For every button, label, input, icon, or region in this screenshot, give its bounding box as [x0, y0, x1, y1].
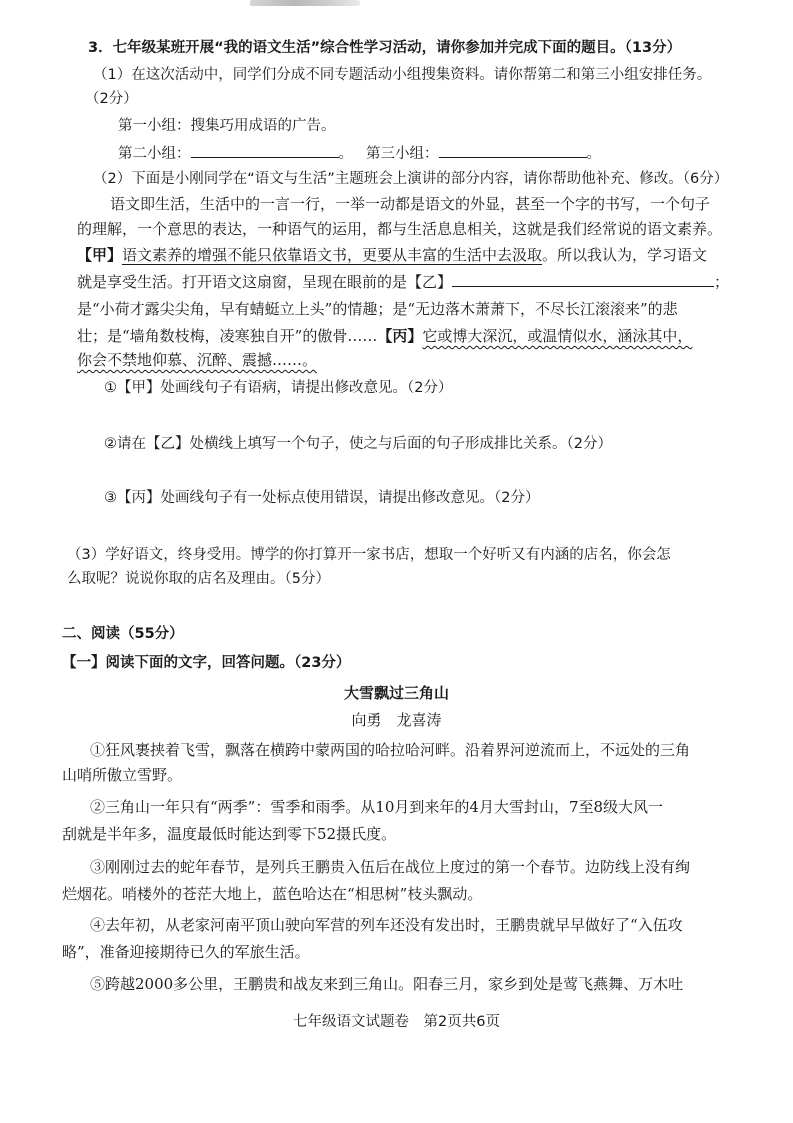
- article-para-2-line-2: 刮就是半年多，温度最低时能达到零下52摄氏度。: [62, 825, 397, 843]
- group-2-row: [118, 143, 353, 164]
- yi-answer-blank[interactable]: [452, 272, 714, 287]
- article-para-4-line-2: 略”，准备迎接期待已久的军旅生活。: [62, 943, 310, 961]
- group-3-row: [366, 143, 601, 164]
- group-3-label: 第三小组：: [366, 146, 439, 162]
- article-authors: 向勇 龙喜涛: [351, 711, 442, 729]
- sub-question-1: ①【甲】处画线句子有语病，请提出修改意见。（2分）: [104, 380, 453, 396]
- speech-line-4-text: 就是享受生活。打开语文这扇窗，呈现在眼前的是【乙】: [77, 273, 453, 291]
- article-title: 大雪飘过三角山: [343, 684, 449, 702]
- article-para-3-line-1: ③刚刚过去的蛇年春节，是列兵王鹏贵入伍后在战位上度过的第一个春节。边防线上没有绚: [90, 858, 691, 876]
- jia-tag: 【甲】: [77, 246, 123, 264]
- article-para-2-line-1: ②三角山一年只有“两季”：雪季和雨季。从10月到来年的4月大雪封山，7至8级大风一: [90, 798, 664, 816]
- article-para-5-line-1: ⑤跨越2000多公里，王鹏贵和战友来到三角山。阳春三月，家乡到处是莺飞燕舞、万木吐: [90, 975, 684, 993]
- reading-part-1-instruction: 【一】阅读下面的文字，回答问题。（23分）: [62, 655, 351, 671]
- q3-part1-line2: （2分）: [85, 91, 138, 107]
- speech-line-6: [77, 326, 692, 346]
- q3-part1-line1: （1）在这次活动中，同学们分成不同专题活动小组搜集资料。请你帮第二和第三小组安排任务。: [93, 67, 712, 83]
- speech-line-3: [77, 245, 707, 265]
- bing-tag: 【丙】: [377, 327, 423, 345]
- section-2-heading: 二、阅读（55分）: [62, 626, 184, 642]
- speech-line-5: 是“小荷才露尖尖角，早有蜻蜓立上头”的情趣；是“无边落木萧萧下，不尽长江滚滚来”的悲: [77, 300, 678, 318]
- article-para-1-line-1: ①狂风裹挟着飞雪，飘落在横跨中蒙两国的哈拉哈河畔。沿着界河逆流而上，不远处的三角: [90, 741, 691, 759]
- sub-question-2: ②请在【乙】处横线上填写一个句子，使之与后面的句子形成排比关系。（2分）: [104, 436, 612, 452]
- page-footer: 七年级语文试题卷 第2页共6页: [293, 1014, 500, 1030]
- jia-underlined-sentence: 语文素养的增强不能只依靠语文书，更要从丰富的生活中去汲取: [122, 246, 543, 264]
- speech-line-2: 的理解，一个意思的表达，一种语气的运用，都与生活息息相关，这就是我们经常说的语文素养。: [77, 220, 723, 238]
- article-para-3-line-2: 烂烟花。哨楼外的苍茫大地上，蓝色哈达在“相思树”枝头飘动。: [62, 885, 483, 903]
- speech-line-3-rest: 。所以我认为，学习语文: [542, 246, 708, 264]
- article-para-4-line-1: ④去年初，从老家河南平顶山驶向军营的列车还没有发出时，王鹏贵就早早做好了“入伍攻: [90, 916, 683, 934]
- group-2-answer-blank[interactable]: [191, 143, 339, 158]
- group-2-label: 第二小组：: [118, 146, 191, 162]
- sub-question-3: ③【丙】处画线句子有一处标点使用错误，请提出修改意见。（2分）: [104, 490, 540, 506]
- question-3-title: 3．七年级某班开展“我的语文生活”综合性学习活动，请你参加并完成下面的题目。（13分）: [88, 40, 682, 56]
- speech-line-6-text: 壮；是“墙角数枝梅，凌寒独自开”的傲骨……: [77, 327, 378, 345]
- scan-artifact: [250, 0, 360, 6]
- q3-part3-line2: 么取呢？说说你取的店名及理由。（5分）: [67, 571, 330, 587]
- group-3-period: 。: [586, 146, 601, 162]
- q3-part3-line1: （3）学好语文，终身受用。博学的你打算开一家书店，想取一个好听又有内涵的店名，你会怎: [67, 547, 671, 563]
- group-2-period: 。: [338, 146, 353, 162]
- group-1-task: 第一小组：搜集巧用成语的广告。: [118, 118, 336, 134]
- q3-part2-intro: （2）下面是小刚同学在“语文与生活”主题班会上演讲的部分内容，请你帮助他补充、修改。（6分）: [93, 171, 729, 187]
- speech-line-4-end: ；: [714, 273, 730, 291]
- speech-line-1: 语文即生活，生活中的一言一行，一举一动都是语文的外显，甚至一个字的书写，一个句子: [110, 195, 711, 213]
- article-para-1-line-2: 山哨所傲立雪野。: [62, 766, 183, 784]
- speech-line-7: [77, 350, 317, 370]
- bing-underlined-sentence-2: 你会不禁地仰慕、沉醉、震撼……。: [77, 351, 318, 369]
- speech-line-4: [77, 272, 729, 292]
- group-3-answer-blank[interactable]: [439, 143, 587, 158]
- bing-underlined-sentence-1: 它或博大深沉，或温情似水，涵泳其中，: [422, 327, 693, 345]
